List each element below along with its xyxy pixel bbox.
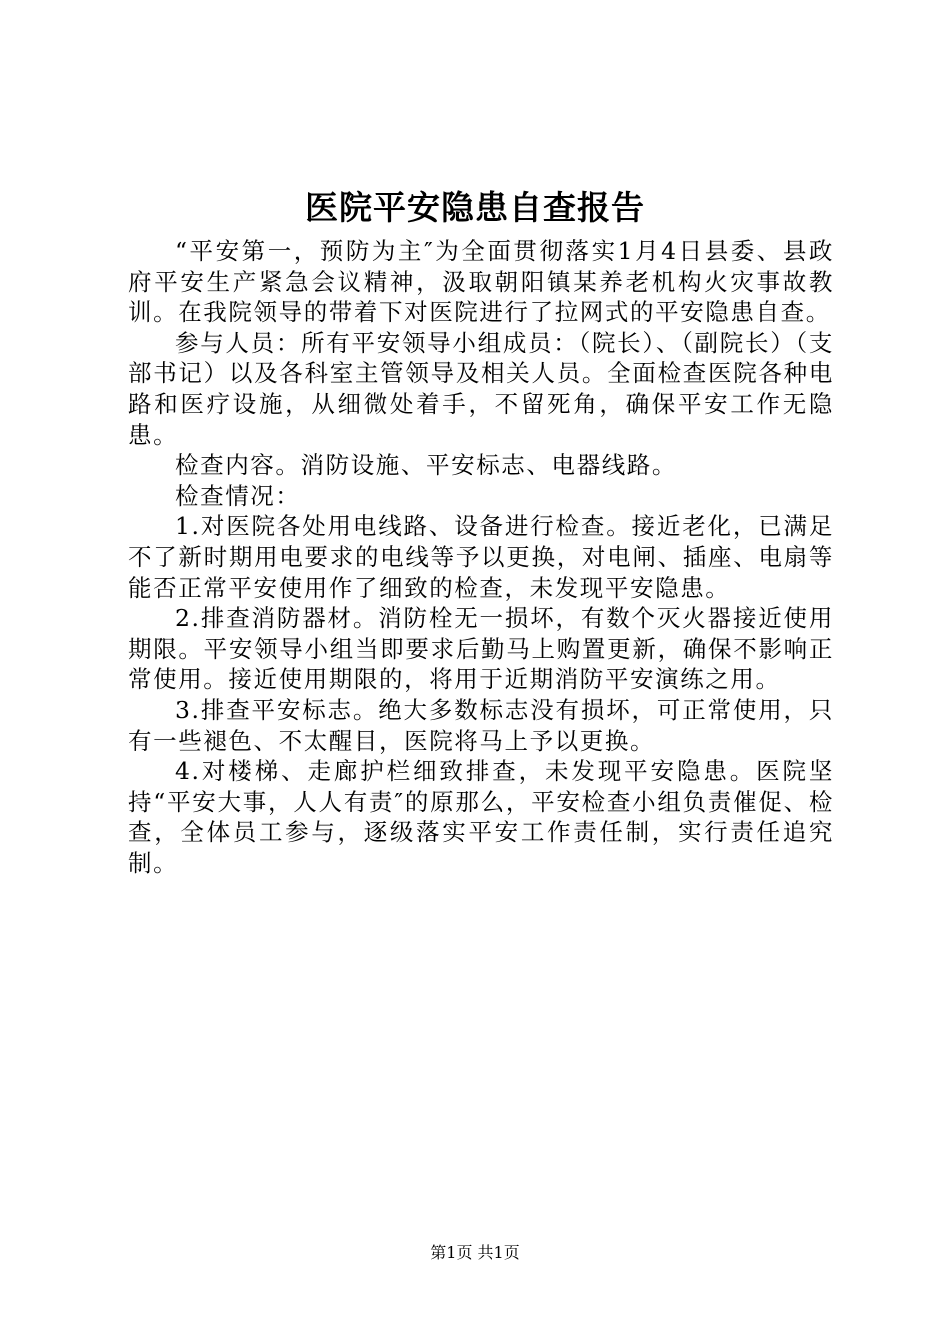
paragraph-inspection-content: 检查内容。消防设施、平安标志、电器线路。 — [175, 451, 677, 480]
paragraph-item-3: 3.排查平安标志。绝大多数标志没有损坏，可正常使用，只有一些褪色、不太醒目，医院将马上予以更换。 — [128, 695, 834, 755]
paragraph-intro: “平安第一，预防为主″为全面贯彻落实1月4日县委、县政府平安生产紧急会议精神，汲取朝阳镇某养老机构火灾事故教训。在我院领导的带着下对医院进行了拉网式的平安隐患自查。 — [128, 237, 834, 327]
paragraph-item-1: 1.对医院各处用电线路、设备进行检查。接近老化，已满足不了新时期用电要求的电线等予以更换，对电闸、插座、电扇等能否正常平安使用作了细致的检查，未发现平安隐患。 — [128, 512, 834, 602]
page-number-footer: 第1页 共1页 — [430, 1243, 520, 1262]
paragraph-item-4: 4.对楼梯、走廊护栏细致排查，未发现平安隐患。医院坚持“平安大事，人人有责″的原那么，平安检查小组负责催促、检查，全体员工参与，逐级落实平安工作责任制，实行责任追究制。 — [128, 757, 834, 877]
paragraph-item-2: 2.排查消防器材。消防栓无一损坏，有数个灭火器接近使用期限。平安领导小组当即要求后勤马上购置更新，确保不影响正常使用。接近使用期限的，将用于近期消防平安演练之用。 — [128, 604, 834, 694]
paragraph-participants: 参与人员：所有平安领导小组成员：（院长）、（副院长）（支部书记）以及各科室主管领导及相关人员。全面检查医院各种电路和医疗设施，从细微处着手，不留死角，确保平安工作无隐患。 — [128, 328, 834, 449]
document-body — [128, 236, 834, 878]
paragraph-inspection-status: 检查情况： — [175, 481, 301, 510]
document-title: 医院平安隐患自查报告 — [305, 188, 645, 227]
